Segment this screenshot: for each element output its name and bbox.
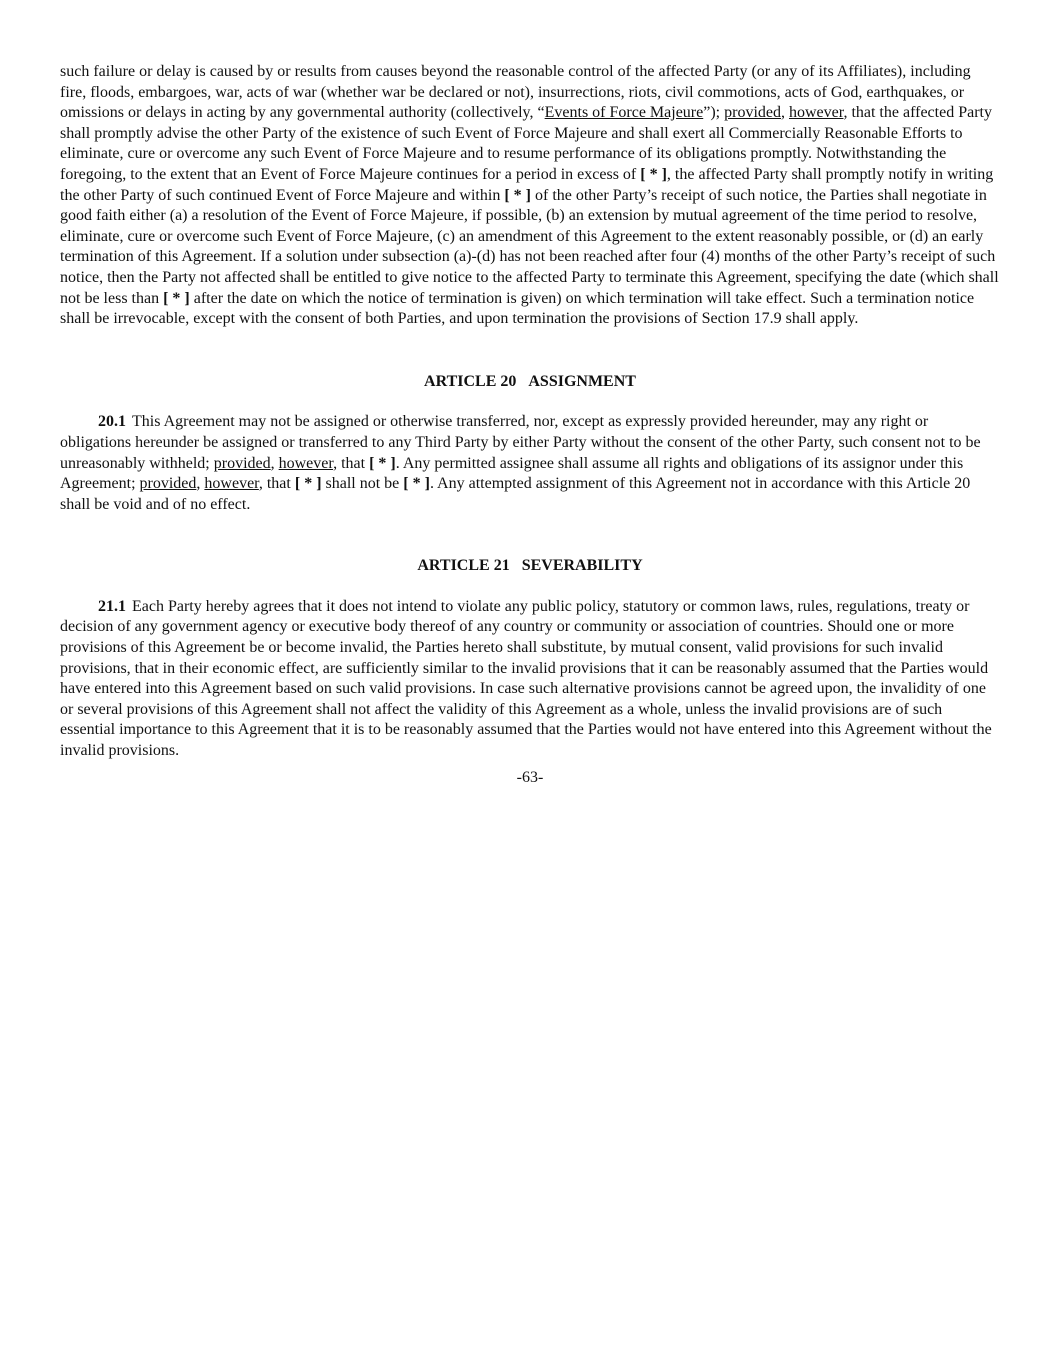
paragraph-text: after the date on which the notice of termination is given) on which termination will take effect. Such a termination notice shall be irrevocable, except with the consent of both Parties, and upon termination the provisions of Section 17.9 shall apply.: [60, 289, 975, 328]
redaction-marker: [ * ]: [163, 289, 190, 307]
paragraph-text: of the other Party’s receipt of such notice, the Parties shall negotiate in good faith either (a) a resolution of the Event of Force Majeure, if possible, (b) an extension by mutual agreement of the time period to resolve, eliminate, cure or overcome such Event of Force Majeure, (c) an amendment of this Agreement to the extent reasonably possible, or (d) an early termination of this Agreement. If a solution under subsection (a)-(d) has not been reached after four (4) months of the other Party’s receipt of such notice, then the Party not affected shall be entitled to give notice to the affected Party to terminate this Agreement, specifying the date (which shall not be less than: [60, 186, 999, 307]
document-page: [60, 62, 1000, 788]
provided-term: provided: [213, 454, 271, 472]
paragraph-text: , that: [258, 475, 295, 493]
paragraph-text: ,: [780, 104, 789, 122]
redaction-marker: [ * ]: [294, 475, 322, 493]
paragraph-text: shall not be: [321, 475, 404, 493]
paragraph-text: , that: [333, 454, 370, 472]
section-number: 20.1: [98, 413, 126, 431]
redaction-marker: [ * ]: [403, 475, 430, 493]
however-term: however: [204, 475, 259, 493]
section-21-1-paragraph: [60, 597, 1000, 762]
redaction-marker: [ * ]: [504, 186, 531, 204]
page-number: -63-: [516, 768, 544, 786]
paragraph-text: , that the affected Party shall promptly advise the other Party of the existence of such Event of Force Majeure and shall exert all Commercially Reasonable Efforts to eliminate, cure or overcome any such Event of Force Majeure and to resume performance of its obligations promptly. Notwithstanding the foregoing, to the extent that an Event of Force Majeure continues for a period in excess of: [60, 104, 992, 183]
paragraph-text: , the affected Party shall promptly notify in writing the other Party of such continued Event of Force Majeure and within: [60, 165, 994, 204]
paragraph-text: . Any attempted assignment of this Agreement not in accordance with this Article 20 shall be void and of no effect.: [60, 475, 971, 513]
paragraph-text: ”);: [703, 104, 725, 122]
however-term: however: [278, 454, 334, 472]
provided-term: provided: [139, 475, 197, 493]
paragraph-text: ,: [196, 475, 205, 493]
force-majeure-paragraph: [60, 62, 1000, 330]
section-20-1-paragraph: [60, 412, 1000, 515]
paragraph-text: This Agreement may not be assigned or otherwise transferred, nor, except as expressly provided hereunder, may any right or obligations hereunder be assigned or transferred to any Third Party by either Party without the consent of the other Party, such consent not to be unreasonably withheld;: [60, 413, 981, 472]
section-number: 21.1: [98, 597, 126, 615]
however-term: however: [788, 104, 844, 122]
article-21-heading: ARTICLE 21 SEVERABILITY: [417, 557, 643, 575]
article-20-heading: ARTICLE 20 ASSIGNMENT: [424, 372, 636, 390]
redaction-marker: [ * ]: [640, 165, 667, 183]
redaction-marker: [ * ]: [369, 454, 396, 472]
provided-term: provided: [724, 104, 781, 122]
paragraph-text: . Any permitted assignee shall assume all rights and obligations of its assignor under this Agreement;: [60, 454, 964, 493]
defined-term: Events of Force Majeure: [544, 104, 704, 122]
paragraph-text: ,: [270, 454, 279, 472]
paragraph-text: Each Party hereby agrees that it does not intend to violate any public policy, statutory or common laws, rules, regulations, treaty or decision of any government agency or executive body thereof of any country or community or association of countries. Should one or more provisions of this Agreement be or become invalid, the Parties hereto shall substitute, by mutual consent, valid provisions for such invalid provisions, that in their economic effect, are sufficiently similar to the invalid provisions that it can be reasonably assumed that the Parties would have entered into this Agreement based on such valid provisions. In case such alternative provisions cannot be agreed upon, the invalidity of one or several provisions of this Agreement shall not affect the validity of this Agreement as a whole, unless the invalid provisions are of such essential importance to this Agreement that it is to be reasonably assumed that the Parties would not have entered into this Agreement without the invalid provisions.: [60, 597, 992, 760]
paragraph-text: such failure or delay is caused by or results from causes beyond the reasonable control of the affected Party (or any of its Affiliates), including fire, floods, embargoes, war, acts of war (whether war be declared or not), insurrections, riots, civil commotions, acts of God, earthquakes, or omissions or delays in acting by any governmental authority (collectively, “: [60, 63, 971, 122]
